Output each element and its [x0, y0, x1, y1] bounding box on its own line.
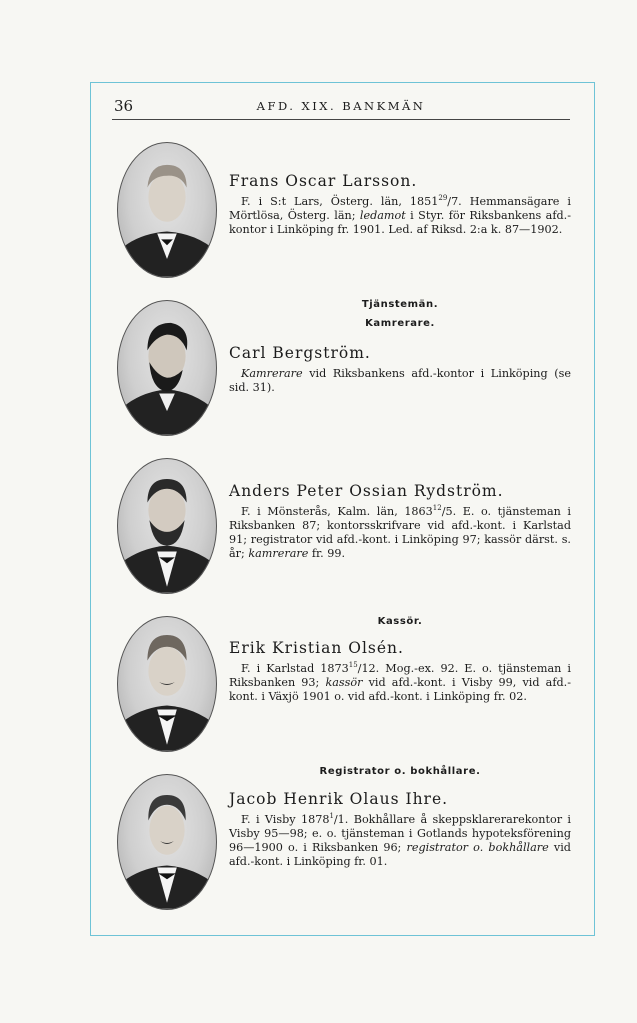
- portrait-photo-larsson: [117, 142, 217, 278]
- portrait-photo-olsen: [117, 616, 217, 752]
- page-header: [112, 97, 570, 120]
- entry-rydstrom: [229, 482, 571, 561]
- page-number: 36: [114, 97, 134, 115]
- person-bio: F. i Visby 1878$^1$/1. Bokhållare å skeppsklarerarekontor i Visby 95—98; e. o. tjänsteman i Gotlands hypoteksförening 96—1900 o. i Riksbanken 96; registrator o. bokhållare vid afd.-kont. i Linköping fr. 01.: [229, 812, 571, 868]
- person-name: Carl Bergström.: [229, 344, 371, 362]
- person-name: Erik Kristian Olsén.: [229, 639, 404, 657]
- section-heading-tjanstemaen: Tjänstemän.: [361, 299, 439, 310]
- person-bio: F. i Karlstad 1873$^{15}$/12. Mog.-ex. 92. E. o. tjänsteman i Riksbanken 93; kassör vid afd.-kont. i Visby 99, vid afd.-kont. i Växjö 1901 o. vid afd.-kont. i Linköping fr. 02.: [229, 661, 571, 703]
- section-heading-kassor: Kassör.: [377, 616, 423, 627]
- person-bio: Kamrerare vid Riksbankens afd.-kontor i Linköping (se sid. 31).: [229, 367, 571, 394]
- entry-ihre: [229, 790, 571, 869]
- person-name: Anders Peter Ossian Rydström.: [229, 482, 504, 500]
- portrait-photo-bergstrom: [117, 300, 217, 436]
- section-heading-registrator: Registrator o. bokhållare.: [319, 766, 481, 777]
- portrait-photo-rydstrom: [117, 458, 217, 594]
- section-heading-kamrerare: Kamrerare.: [365, 318, 435, 329]
- entry-larsson: [229, 172, 571, 237]
- person-name: Frans Oscar Larsson.: [229, 172, 418, 190]
- entry-bergstrom: [229, 344, 571, 395]
- portrait-photo-ihre: [117, 774, 217, 910]
- entry-olsen: [229, 639, 571, 704]
- person-bio: F. i Mönsterås, Kalm. län, 1863$^{12}$/5. E. o. tjänsteman i Riksbanken 87; kontorsskrifvare vid afd.-kont. i Karlstad 91; registrator vid afd.-kont. i Linköping 97; kassör därst. s. år; kamrerare fr. 99.: [229, 504, 571, 560]
- person-name: Jacob Henrik Olaus Ihre.: [229, 790, 449, 808]
- person-bio: F. i S:t Lars, Österg. län, 1851$^{29}$/7. Hemmansägare i Mörtlösa, Österg. län; ledamot i Styr. för Riksbankens afd.-kontor i Linköping fr. 1901. Led. af Riksd. 2:a k. 87—1902.: [229, 194, 571, 236]
- running-head: AFD. XIX. BANKMÄN: [256, 99, 426, 113]
